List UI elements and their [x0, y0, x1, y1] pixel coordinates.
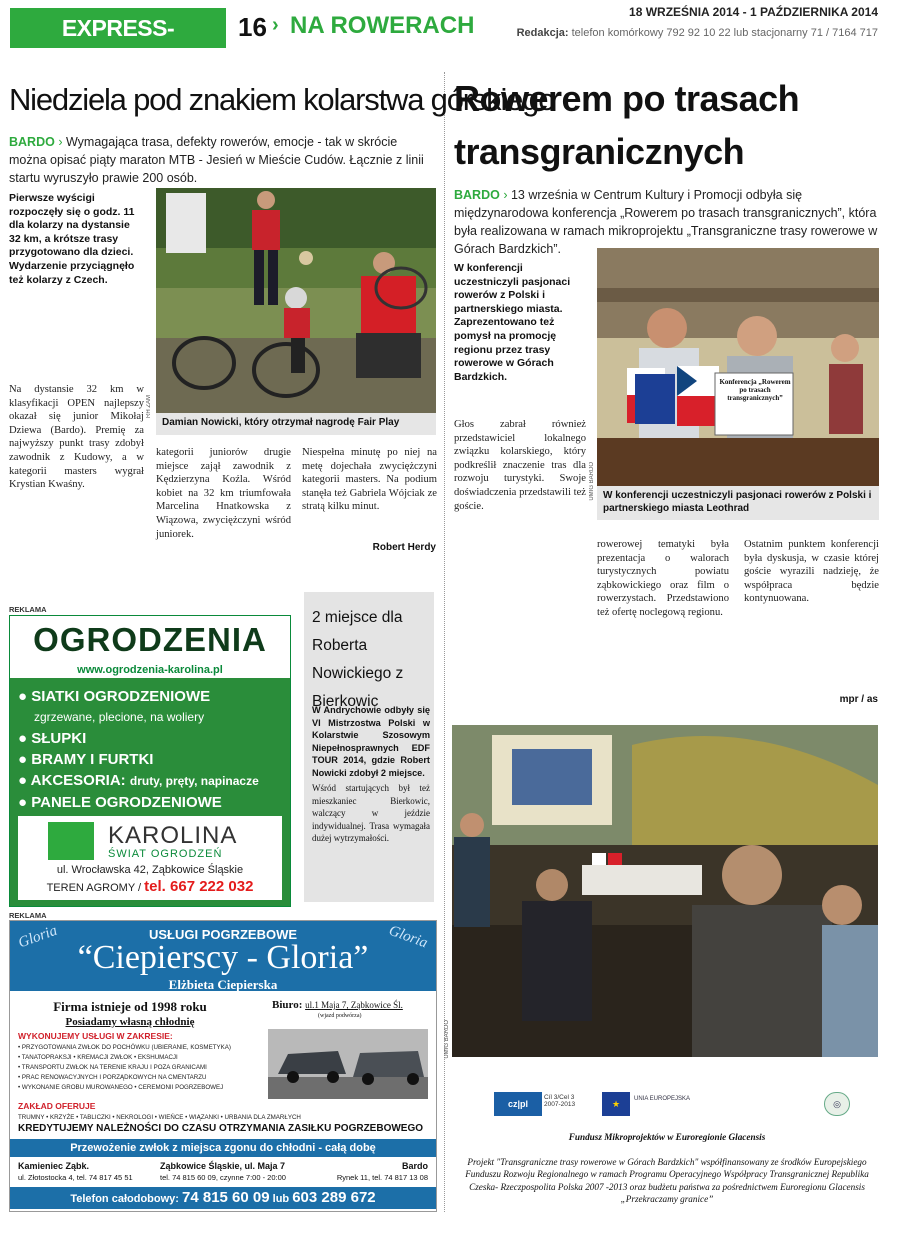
- photo-credit: UMIG BARDO: [444, 1020, 450, 1059]
- issue-date: 18 WRZEŚNIA 2014 - 1 PAŹDZIERNIKA 2014: [629, 5, 878, 19]
- article-body-col2: rowerowej tematyki była prezentacja o walorach turystycznych powiatu ząbkowickiego oraz film o rowerzystach. Przedstawiono też ofertę noclegową regionu.: [597, 539, 729, 618]
- ad-phone: TEREN AGROMY / tel. 667 222 032: [46, 878, 254, 895]
- page-header: [0, 0, 900, 81]
- photo-credit: RH ZAM: [146, 395, 152, 418]
- article-photo: [156, 188, 436, 413]
- ad-title: “Ciepierscy - Gloria”: [77, 939, 369, 976]
- ad-gloria-right: Gloria: [386, 922, 430, 952]
- eu-project-text: Projekt "Transgraniczne trasy rowerowe w Górach Bardzkich" współfinansowany ze środków Europejskiego Funduszu Rozwoju Regionalnego w ramach Programu Operacyjnego Współpracy Transgranicznej Republika Czeska- Rzeczpospolita Polska 2007 -2013 oraz budżetu państwa za pośrednictwem Euroregionu Glacensis „Przekraczamy granice”: [465, 1157, 869, 1205]
- chevron-right-icon: ›: [272, 14, 279, 36]
- ad-phone-bar[interactable]: Telefon całodobowy: 74 815 60 09 lub 603 289 672: [10, 1187, 436, 1209]
- ad-brand: KAROLINA: [108, 822, 238, 849]
- ad-since: Firma istnieje od 1998 roku: [53, 999, 207, 1014]
- ad-url[interactable]: www.ogrodzenia-karolina.pl: [10, 664, 290, 678]
- article-lead: BARDO › Wymagająca trasa, defekty rowerów, emocje - tak w skrócie można opisać piąty maraton MTB - Jesień w Mieście Cudów. Łącznie z linii startu wyruszyło prawie 200 osób.: [9, 135, 424, 185]
- eu-label: UNIA EUROPEJSKA: [634, 1096, 691, 1102]
- ad-owner: Elżbieta Ciepierska: [168, 977, 278, 992]
- article-body-col1: Na dystansie 32 km w klasyfikacji OPEN najlepszy okazał się junior Mikołaj Dziewa (Bardo). Premię za najwyższy punkt trasy zdobył zawodnik z Kudowy, a w kategorii masters wygrał Krystian Kwaśny.: [9, 384, 144, 491]
- conference-room-photo: [452, 725, 878, 1057]
- ad-loc1-city: Kamieniec Ząbk.: [18, 1161, 90, 1171]
- article-body-col3: Ostatnim punktem konferencji była dyskusja, w czasie której goście wyrazili nadzieję, że współpraca będzie kontynuowana.: [744, 539, 879, 605]
- sidebar-body: Wśród startujących był też mieszkaniec Bierkowic, walczący w jeździe indywidualnej. Trasa wymagała dużej wytrzymałości.: [312, 783, 430, 843]
- eu-fund: Fundusz Mikroprojektów w Euroregionie Glacensis: [568, 1132, 766, 1142]
- article-byline: Robert Herdy: [372, 542, 436, 553]
- ad-gloria-left: Gloria: [16, 922, 60, 952]
- article-body-col3: Niespełna minutę po niej na metę dojechała zwyciężczyni kategorii masters. Na podium stanęła też Gabriela Wójciak ze stratą kilku minut.: [302, 447, 437, 513]
- article-headline: Rowerem po trasach transgranicznych: [454, 78, 800, 172]
- sidebar-title: 2 miejsce dla Roberta Nowickiego z Bierkowic: [312, 609, 404, 710]
- ad-office: Biuro: ul.1 Maja 7, Ząbkowice Śl.: [272, 999, 403, 1011]
- conference-sign: Konferencja „Rowerem po trasach transgranicznych”: [719, 378, 791, 402]
- article-lead: BARDO › 13 września w Centrum Kultury i Promocji odbyła się międzynarodowa konferencja „Rowerem po trasach transgranicznych”, która była realizowana w ramach mikroprojektu „Transgraniczne trasy rowerowe w Górach Bardzkich”.: [454, 188, 878, 256]
- section-title: NA ROWERACH: [290, 12, 475, 39]
- ad-address: ul. Wrocławska 42, Ząbkowice Śląskie: [56, 864, 244, 876]
- photo-caption: Damian Nowicki, który otrzymał nagrodę Fair Play: [156, 413, 436, 435]
- eu-logos: [494, 1092, 854, 1118]
- article-intro: Pierwsze wyścigi rozpoczęły się o godz. 11 dla kolarzy na dystansie 32 km, a krótsze trasy przygotowano dla dzieci. Wydarzenie przyciągnęło też kolarzy z Czech.: [9, 192, 135, 286]
- article-body-col1: Głos zabrał również przedstawiciel lokalnego związku kolarskiego, który podkreślił znaczenie tras dla rozwoju turystyki. Swoje doświadczenia przedstawili też goście.: [454, 419, 586, 512]
- ad-title: OGRODZENIA: [10, 616, 290, 664]
- article-body-col2: kategorii juniorów drugie miejsce zajął zawodnik z Kędzierzyna Koźla. Wśród kobiet na 32 km triumfowała Marcelina Hnatkowska z Wiązowa, zwyciężczyni wśród juniorek.: [156, 447, 291, 540]
- ad-loc3-addr: Rynek 11, tel. 74 817 13 08: [336, 1173, 428, 1182]
- ad-loc2-city: Ząbkowice Śląskie, ul. Maja 7: [160, 1161, 286, 1171]
- advertisement-funeral[interactable]: [9, 920, 437, 1212]
- cz-pl-logo: cz|pl: [494, 1092, 542, 1116]
- ad-header: [10, 921, 436, 991]
- ad-services: • PRZYGOTOWANIA ZWŁOK DO POCHÓWKU (UBIERANIE, KOSMETYKA) • TANATOPRAKSJI • KREMACJI ZWŁOK • EKSHUMACJI • TRANSPORTU ZWŁOK NA TERENIE KRAJU I POZA GRANICAMI • PRAC RENOWACYJNYCH I PORZĄDKOWYCH NA CMENTARZU • WYKONANIE GROBU MUROWANEGO • CEREMONII POGRZEBOWEJ: [18, 1044, 231, 1091]
- ad-services-heading: WYKONUJEMY USŁUGI W ZAKRESIE:: [18, 1031, 173, 1041]
- sidebar-lead: W Andrychowie odbyły się VI Mistrzostwa Polski w Kolarstwie Szosowym Niepełnosprawnych EDF TOUR 2014, gdzie Robert Nowicki zdobył 2 miejsce.: [312, 705, 430, 778]
- ad-credit-line: KREDYTUJEMY NALEŻNOŚCI DO CZASU OTRZYMANIA ZASIŁKU POGRZEBOWEGO: [18, 1123, 424, 1134]
- hearse-photo: [268, 1029, 428, 1099]
- ad-brand-box: [18, 816, 282, 900]
- ad-list: ● SIATKI OGRODZENIOWE zgrzewane, plecione, na woliery ● SŁUPKI ● BRAMY I FURTKI ● AKCESORIA: druty, pręty, napinacze ● PANELE OGRODZENIOWE: [18, 688, 259, 811]
- article-intro: W konferencji uczestniczyli pasjonaci rowerów z Polski i partnerskiego miasta. Zaprezentowano też pomysł na promocję regionu przez trasy rowerowe w Górach Bardzkich.: [454, 262, 571, 383]
- photo-credit: UMIG BARDO: [589, 462, 595, 501]
- sidebar-box: [304, 592, 434, 902]
- ad-offer-heading: ZAKŁAD OFERUJE: [18, 1101, 96, 1111]
- ad-top: USŁUGI POGRZEBOWE: [148, 927, 298, 942]
- ad-loc1-addr: ul. Złotostocka 4, tel. 74 817 45 51: [18, 1173, 133, 1182]
- cz-pl-sub: Cíl 3/Cel 3 2007-2013: [544, 1094, 576, 1108]
- ad-offer: TRUMNY • KRZYŻE • TABLICZKI • NEKROLOGI • WIEŃCE • WIĄZANKI • URBANIA DLA ZMARŁYCH: [18, 1114, 301, 1121]
- advertisement-fences[interactable]: [9, 615, 291, 907]
- photo-caption: W konferencji uczestniczyli pasjonaci rowerów z Polski i partnerskiego miasta Leothrad: [597, 486, 879, 520]
- ad-loc3-city: Bardo: [402, 1161, 429, 1171]
- glacensis-logo-icon: ◎: [824, 1092, 850, 1116]
- ad-label: REKLAMA: [9, 911, 47, 920]
- ad-loc2-addr: tel. 74 815 60 09, czynne 7:00 - 20:00: [160, 1173, 286, 1182]
- page-number: 16: [238, 12, 267, 42]
- article-byline: mpr / as: [839, 694, 878, 705]
- ad-label: REKLAMA: [9, 605, 47, 614]
- ad-cold: Posiadamy własną chłodnię: [65, 1016, 195, 1028]
- article-headline: Niedziela pod znakiem kolarstwa górskiego: [9, 82, 555, 117]
- editorial-contact: Redakcja: telefon komórkowy 792 92 10 22 lub stacjonarny 71 / 7164 717: [516, 27, 878, 39]
- conference-photo: [597, 248, 879, 486]
- ad-brand-sub: ŚWIAT OGRODZEŃ: [108, 848, 223, 860]
- brand-logo: EXPRESS-MIEJSKI.PL: [10, 8, 226, 48]
- eu-flag-icon: ★: [602, 1092, 630, 1116]
- ad-transport: Przewożenie zwłok z miejsca zgonu do chłodni - całą dobę: [10, 1139, 436, 1157]
- ad-office-note: (wjazd podwórza): [318, 1013, 362, 1019]
- karolina-logo-icon: [48, 822, 94, 860]
